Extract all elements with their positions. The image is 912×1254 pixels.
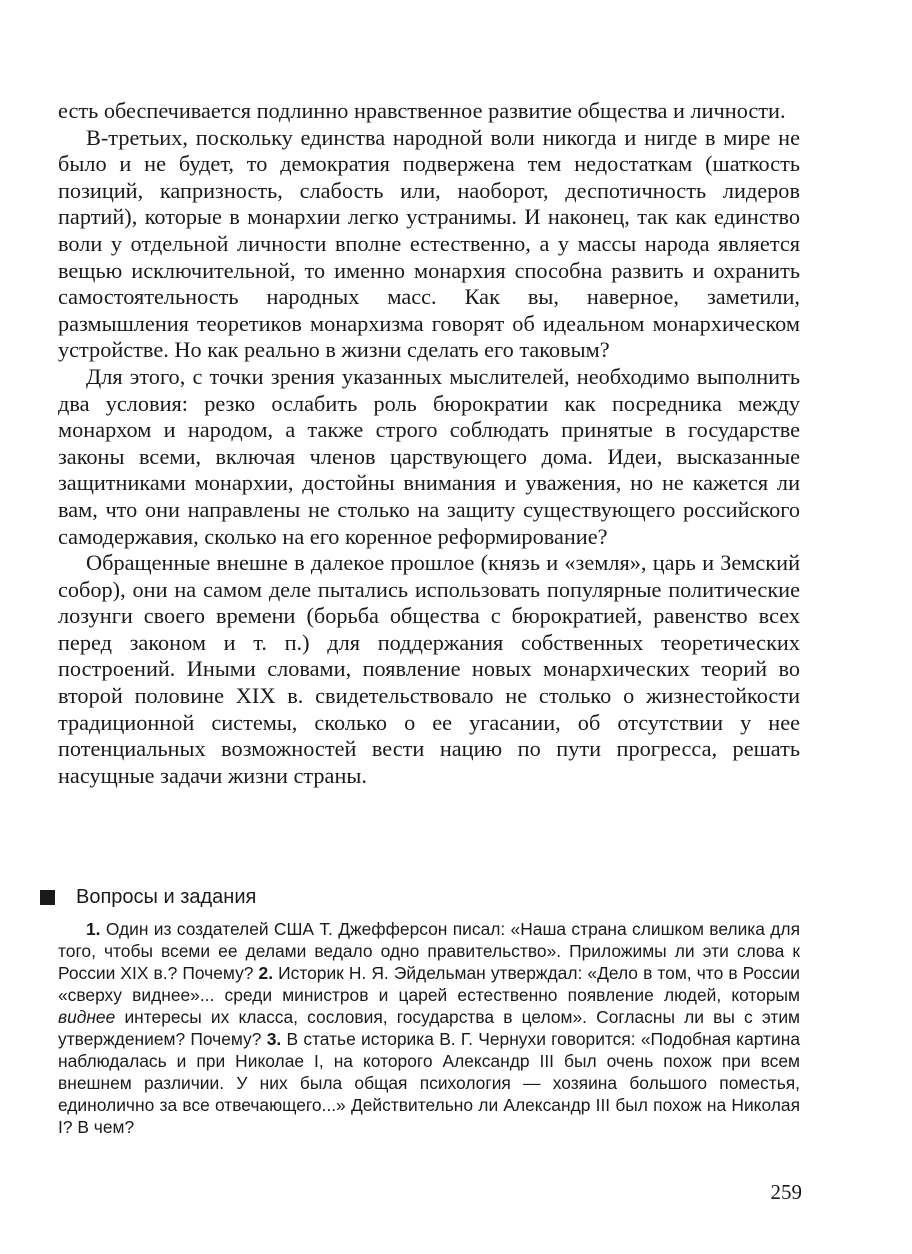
paragraph-1: есть обеспечивается подлинно нравственное развитие общества и личности.	[58, 98, 786, 123]
paragraph-4: Обращенные внешне в далекое прошлое (князь и «земля», царь и Земский собор), они на самом деле пытались использовать популярные политические лозунги своего времени (борьба общества с бюрократией, равенство всех перед законом и т. п.) для поддержания собственных теоретических построений. Иными словами, появление новых монархических теорий во второй половине XIX в. свидетельствовало не столько о жизнестойкости традиционной системы, сколько о ее угасании, об отсутствии у нее потенциальных возможностей вести нацию по пути прогресса, решать насущные задачи жизни страны.	[58, 550, 800, 788]
question-2-text-start: Историк Н. Я. Эйдельман утверждал: «Дело в том, что в России «сверху виднее»... среди министров и царей естественно появление людей, которым	[58, 963, 800, 1005]
question-3-text: В статье историка В. Г. Чернухи говорится: «Подобная картина наблюдалась и при Николае I, на которого Александр III был очень похож при всем внешнем различии. У них была общая психология — хозяина большого поместья, единолично за все отвечающего...» Действительно ли Александр III был похож на Николая I? В чем?	[58, 1029, 800, 1137]
question-1-text: Один из создателей США Т. Джефферсон писал: «Наша страна слишком велика для того, чтобы всеми ее делами ведало одно правительство». Приложимы ли эти слова к России XIX в.? Почему?	[58, 919, 800, 983]
main-text	[58, 98, 800, 789]
question-1-number: 1.	[86, 919, 101, 939]
square-bullet-icon	[40, 890, 55, 905]
paragraph-3: Для этого, с точки зрения указанных мыслителей, необходимо выполнить два условия: резко ослабить роль бюрократии как посредника между монархом и народом, а также строго соблюдать принятые в государстве законы всеми, включая членов царствующего дома. Идеи, высказанные защитниками монархии, достойны внимания и уважения, но не кажется ли вам, что они направлены не столько на защиту существующего российского самодержавия, сколько на его коренное реформирование?	[58, 363, 800, 549]
question-2-number: 2.	[258, 963, 274, 983]
questions-text	[58, 918, 800, 1138]
question-2-italic-word: виднее	[58, 1007, 116, 1027]
question-3-number: 3.	[266, 1029, 282, 1049]
question-2-text-end: интересы их класса, сословия, государства в целом». Согласны ли вы с этим утверждением? Почему?	[58, 1007, 800, 1049]
page-number: 259	[770, 1180, 802, 1204]
questions-heading-text: Вопросы и задания	[76, 885, 257, 908]
paragraph-2: В-третьих, поскольку единства народной воли никогда и нигде в мире не было и не будет, то демократия подвержена тем недостаткам (шаткость позиций, капризность, слабость или, наоборот, деспотичность лидеров партий), которые в монархии легко устранимы. И наконец, так как единство воли у отдельной личности вполне естественно, а у массы народа является вещью исключительной, то именно монархия способна развить и охранить самостоятельность народных масс. Как вы, наверное, заметили, размышления теоретиков монархизма говорят об идеальном монархическом устройстве. Но как реально в жизни сделать его таковым?	[58, 124, 800, 363]
questions-heading	[40, 882, 256, 912]
